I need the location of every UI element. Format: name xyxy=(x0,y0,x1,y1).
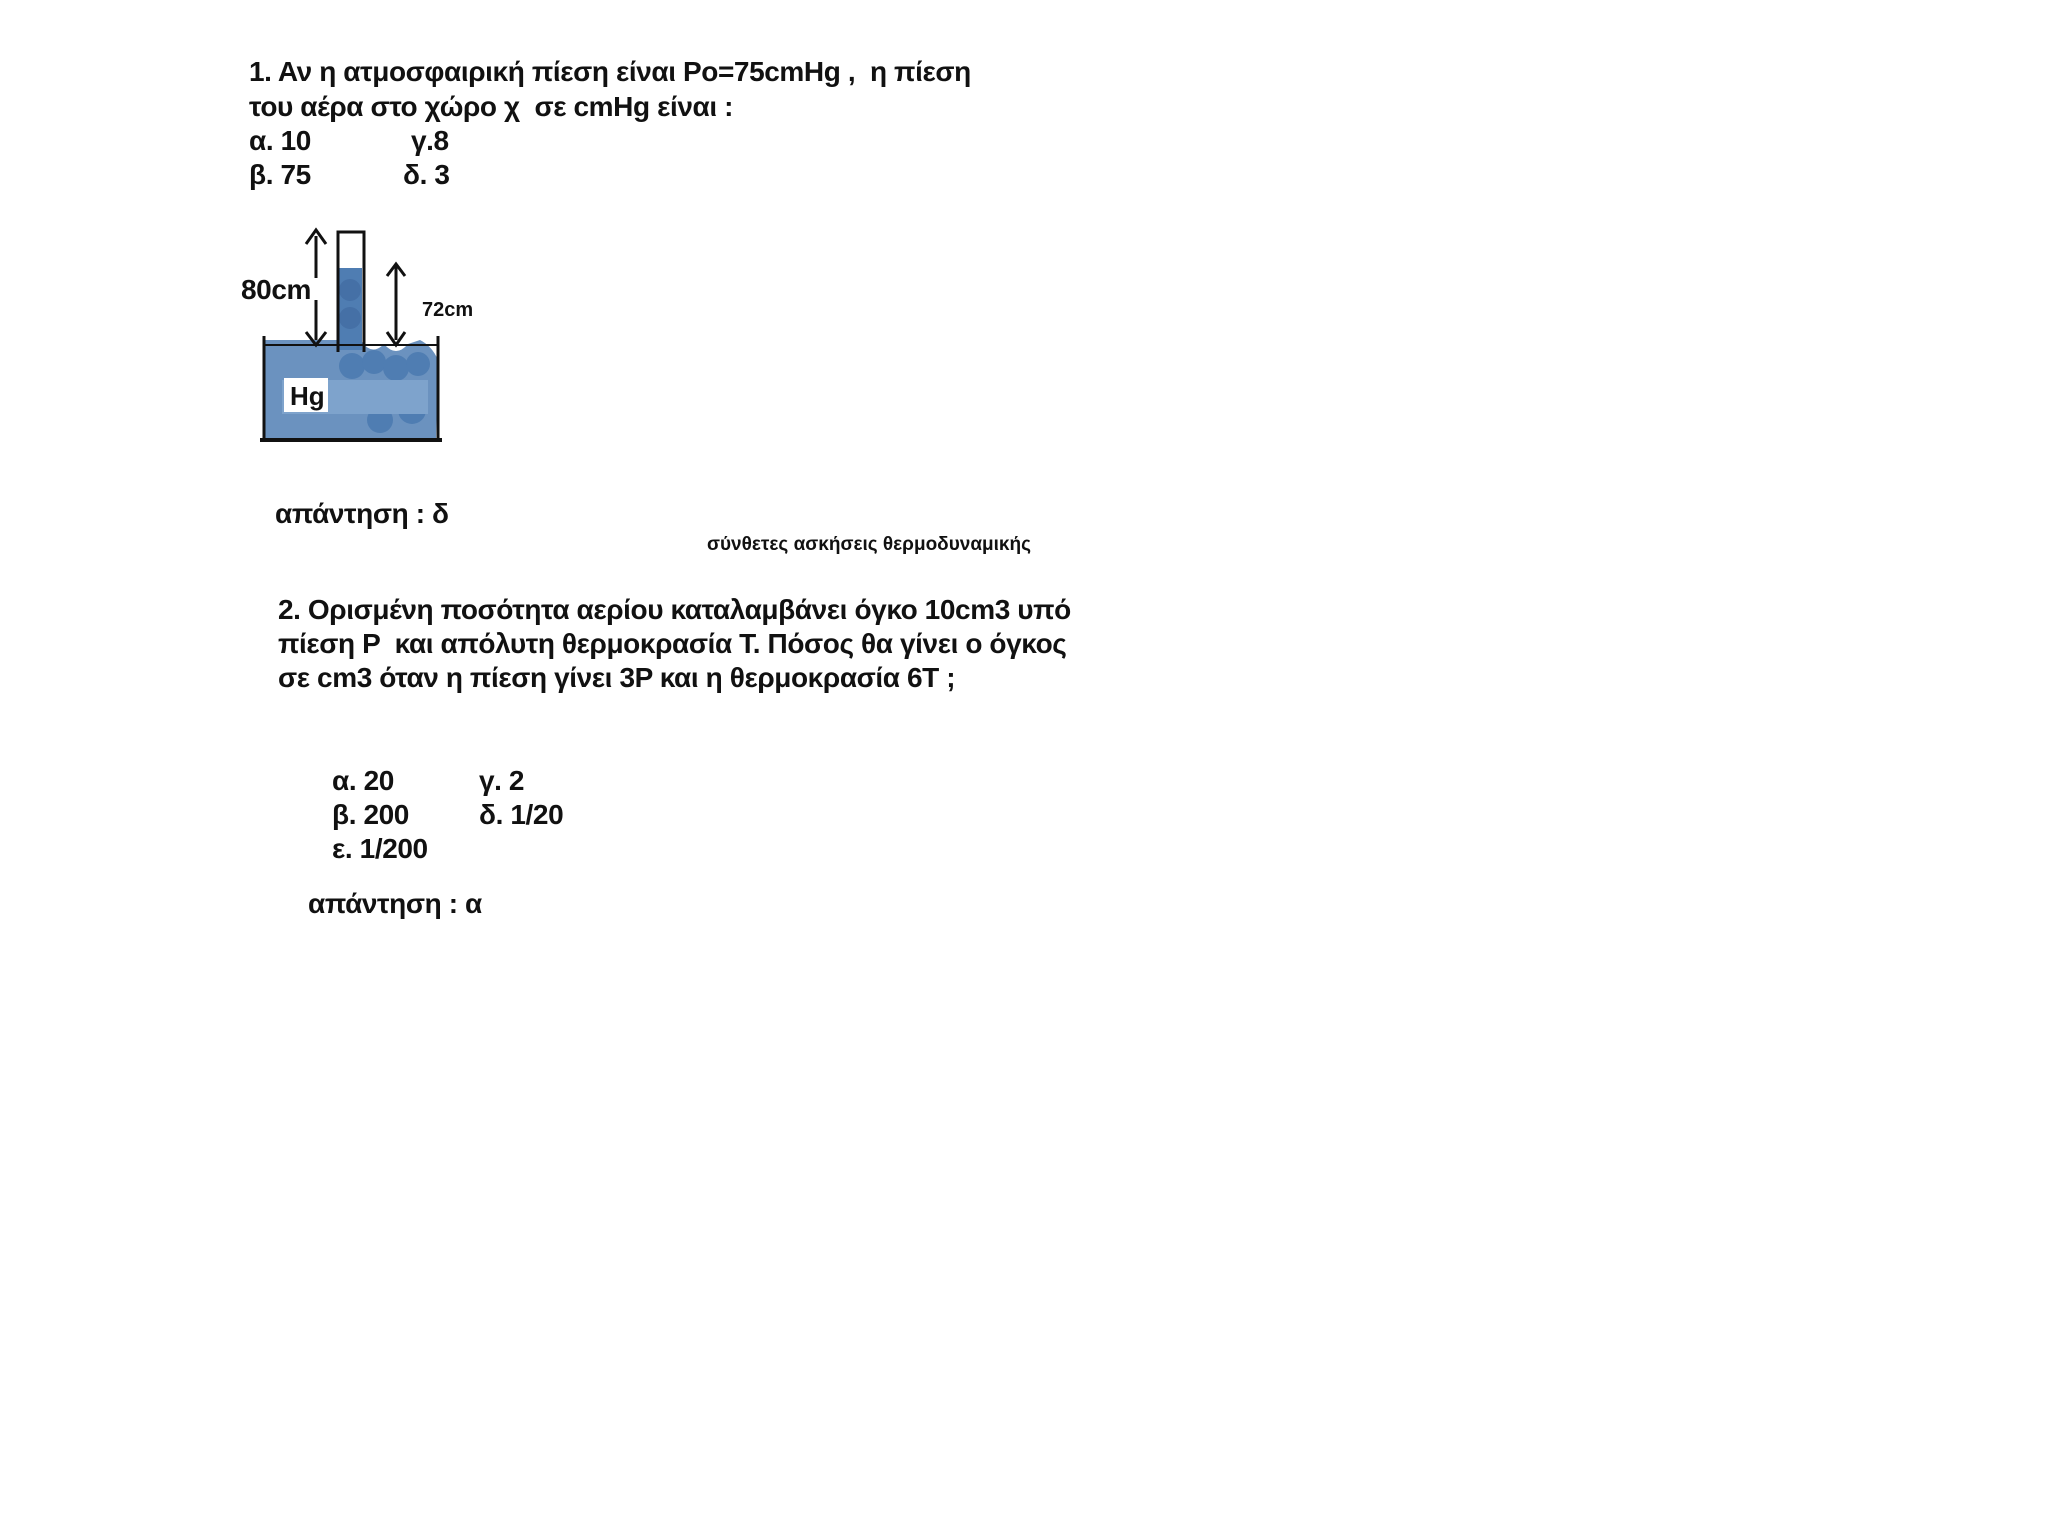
question1-text-line1: 1. Αν η ατμοσφαιρική πίεση είναι Po=75cmHg , η πίεση xyxy=(249,56,971,87)
footer-caption: σύνθετες ασκήσεις θερμοδυναμικής xyxy=(707,534,1031,555)
question1-option-a: α. 10 xyxy=(249,125,311,156)
question2-option-c: γ. 2 xyxy=(479,765,525,796)
question2-option-a: α. 20 xyxy=(332,765,394,796)
mercury-blob xyxy=(339,307,361,329)
question1-option-d: δ. 3 xyxy=(403,159,450,190)
question1-option-b: β. 75 xyxy=(249,159,311,190)
question2-answer: απάντηση : α xyxy=(308,888,482,919)
mercury-blob xyxy=(339,353,365,379)
question1-option-c: γ.8 xyxy=(411,125,449,156)
mercury-blob xyxy=(406,352,430,376)
question2-option-d: δ. 1/20 xyxy=(479,799,564,830)
height-label-80cm: 80cm xyxy=(241,274,312,305)
question1-text-line2: του αέρα στο χώρο χ σε cmHg είναι : xyxy=(249,91,734,122)
question2-option-e: ε. 1/200 xyxy=(332,833,428,864)
height-label-72cm: 72cm xyxy=(422,299,474,321)
question1-answer: απάντηση : δ xyxy=(275,498,449,529)
question2-option-b: β. 200 xyxy=(332,799,409,830)
question2-text-line2: πίεση P και απόλυτη θερμοκρασία T. Πόσος θα γίνει ο όγκος xyxy=(278,628,1067,659)
mercury-blob xyxy=(383,355,409,381)
question2-text-line3: σε cm3 όταν η πίεση γίνει 3P και η θερμοκρασία 6T ; xyxy=(278,662,956,693)
question2-text-line1: 2. Ορισμένη ποσότητα αερίου καταλαμβάνει όγκο 10cm3 υπό xyxy=(278,594,1071,625)
mercury-blob xyxy=(339,279,361,301)
liquid-label-hg: Hg xyxy=(290,381,325,411)
mercury-blob xyxy=(362,350,386,374)
